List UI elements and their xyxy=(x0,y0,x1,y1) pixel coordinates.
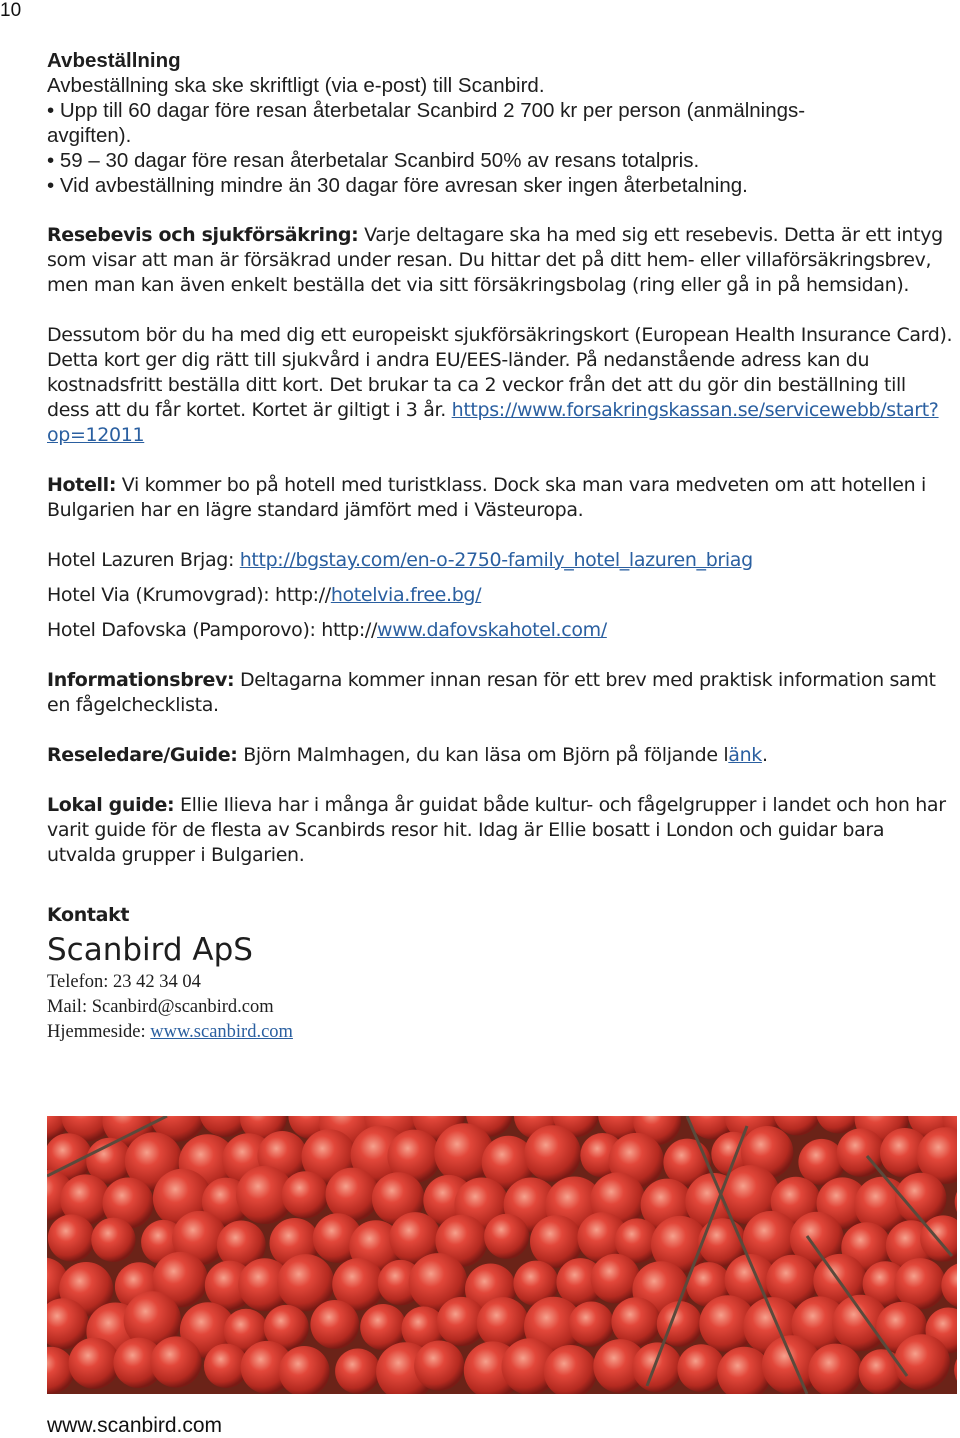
tomato xyxy=(632,1342,682,1392)
health-card-text: Dessutom bör du ha med dig ett europeiskt sjukförsäkringskort (European Health Insurance Card). Detta kort ger dig rätt till sjukvård i andra EU/EES-länder. På nedanstående adress kan du kostnadsfritt beställa ditt kort. Det brukar ta ca 2 veckor från det att du gör din beställning till dess att du får kortet. Kortet är giltigt i 3 år. xyxy=(47,324,953,421)
hotel-line-lazuren xyxy=(47,548,953,573)
guide-link[interactable]: änk xyxy=(728,744,762,766)
contact-website xyxy=(47,1020,953,1045)
tomato xyxy=(310,1300,359,1349)
info-letter-text: Deltagarna kommer innan resan för ett brev med praktisk information samt en fågelchecklista. xyxy=(47,669,936,716)
local-guide-label: Lokal guide: xyxy=(47,794,175,816)
guide-end: . xyxy=(761,744,768,766)
guide-text: Björn Malmhagen, du kan läsa om Björn på följande l xyxy=(237,744,729,766)
document-body xyxy=(47,48,953,1045)
tomato xyxy=(150,1336,201,1387)
tomato xyxy=(48,1214,95,1261)
website-label: Hjemmeside: xyxy=(47,1022,151,1042)
hotel-paragraph xyxy=(47,473,953,523)
insurance-label: Resebevis och sjukförsäkring: xyxy=(47,224,359,246)
guide-paragraph xyxy=(47,743,953,768)
contact-mail: Mail: Scanbird@scanbird.com xyxy=(47,997,274,1017)
hotel-line-via xyxy=(47,583,953,608)
cancellation-section xyxy=(47,48,953,198)
website-link[interactable]: www.scanbird.com xyxy=(150,1022,293,1042)
hotel-name: Hotel Via (Krumovgrad): xyxy=(47,584,276,606)
cancellation-bullet: • Vid avbeställning mindre än 30 dagar före avresan sker ingen återbetalning. xyxy=(47,174,748,197)
tomato xyxy=(591,1254,641,1304)
company-name: Scanbird ApS xyxy=(47,932,253,968)
local-guide-text: Ellie Ilieva har i många år guidat både kultur- och fågelgrupper i landet och hon har varit guide för de flesta av Scanbirds resor hit. Idag är Ellie bosatt i London och guidar bara utvalda grupper i Bulgarien. xyxy=(47,794,946,866)
hotel-link-prefix: http:// xyxy=(275,584,331,606)
hotel-lazuren-link[interactable]: http://bgstay.com/en-o-2750-family_hotel_lazuren_briag xyxy=(239,549,753,571)
tomato xyxy=(894,1258,945,1309)
info-letter-paragraph xyxy=(47,668,953,718)
contact-heading: Kontakt xyxy=(47,904,130,926)
hotel-label: Hotell: xyxy=(47,474,117,496)
cancellation-heading: Avbeställning xyxy=(47,49,181,72)
forsakringskassan-link[interactable]: https://www.forsakringskassan.se/servicewebb/start?op=12011 xyxy=(47,399,939,446)
hotel-link-prefix: http:// xyxy=(321,619,378,641)
contact-phone: Telefon: 23 42 34 04 xyxy=(47,972,201,992)
cancellation-bullet: • Upp till 60 dagar före resan återbetalar Scanbird 2 700 kr per person (anmälnings- xyxy=(47,99,806,122)
guide-label: Reseledare/Guide: xyxy=(47,744,238,766)
hotel-name: Hotel Dafovska (Pamporovo): xyxy=(47,619,322,641)
tomato xyxy=(414,1341,464,1391)
tomato xyxy=(484,1214,529,1259)
hotel-dafovska-link[interactable]: www.dafovskahotel.com/ xyxy=(377,619,607,641)
tomato xyxy=(894,1334,950,1390)
tomato xyxy=(569,1302,614,1347)
tomato xyxy=(611,1297,660,1346)
cancellation-bullet: • 59 – 30 dagar före resan återbetalar Scanbird 50% av resans totalpris. xyxy=(47,149,700,172)
cancellation-bullet: avgiften). xyxy=(47,124,132,147)
health-card-paragraph xyxy=(47,323,953,448)
local-guide-paragraph xyxy=(47,793,953,868)
hotel-name: Hotel Lazuren Brjag: xyxy=(47,549,240,571)
info-letter-label: Informationsbrev: xyxy=(47,669,235,691)
tomatoes-photo xyxy=(47,1116,957,1394)
tomato xyxy=(335,1349,380,1394)
tomato xyxy=(91,1218,135,1262)
tomato xyxy=(326,1168,380,1222)
page-number: 10 xyxy=(0,0,22,21)
insurance-text: Varje deltagare ska ha med sig ett resebevis. Detta är ett intyg som visar att man är försäkrad under resan. Du hittar det på ditt hem- eller villaförsäkringsbrev, men man kan även enkelt beställa det via sitt försäkringsbolag (ring eller gå in på hemsidan). xyxy=(47,224,943,296)
tomato xyxy=(69,1338,120,1389)
hotel-line-dafovska xyxy=(47,618,953,643)
footer-website: www.scanbird.com xyxy=(47,1414,223,1437)
insurance-paragraph xyxy=(47,223,953,298)
tomato xyxy=(524,1125,581,1182)
hotel-via-link[interactable]: hotelvia.free.bg/ xyxy=(330,584,482,606)
cancellation-intro: Avbeställning ska ske skriftligt (via e-post) till Scanbird. xyxy=(47,74,545,97)
tomatoes-illustration xyxy=(47,1116,957,1394)
tomato xyxy=(282,1171,329,1218)
hotel-text: Vi kommer bo på hotell med turistklass. Dock ska man vara medveten om att hotellen i Bulgarien har en lägre standard jämfört med i Västeuropa. xyxy=(47,474,926,521)
